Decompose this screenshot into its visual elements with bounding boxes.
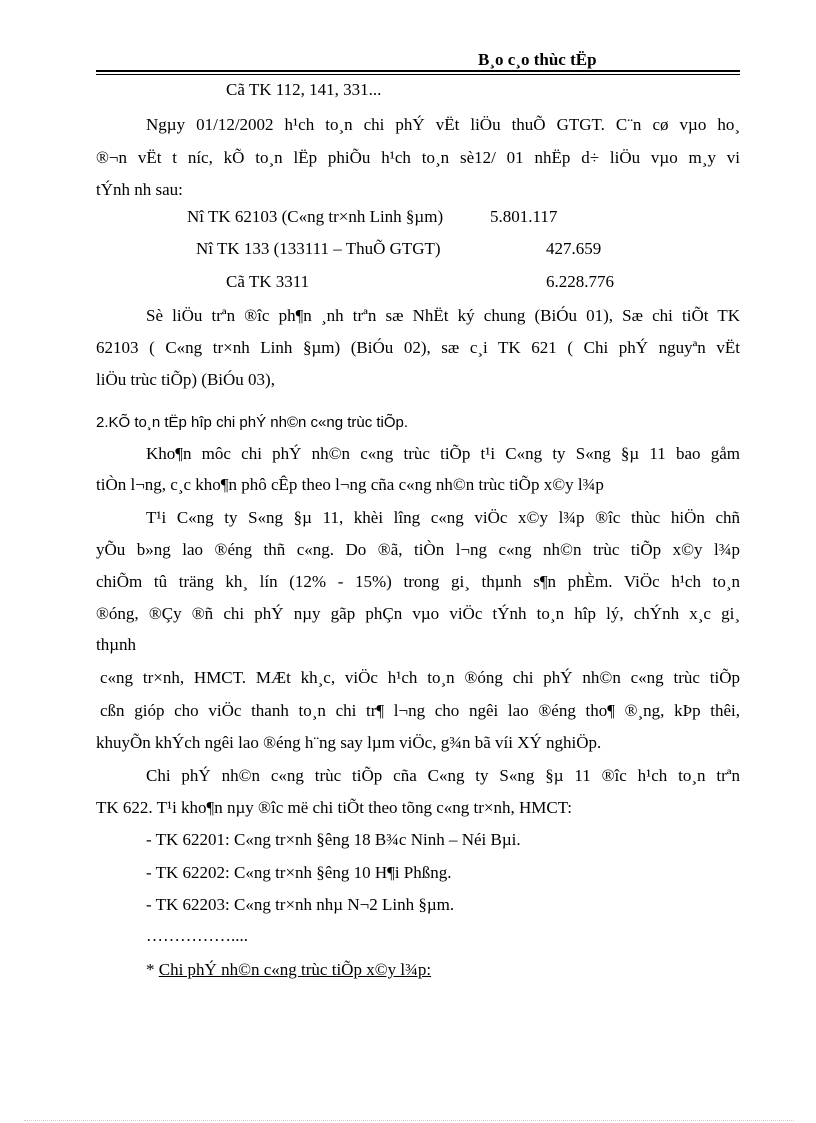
text-line: thµnh	[96, 635, 137, 654]
entry-credit-account: Cã TK 3311	[226, 272, 310, 291]
footer-dotted-rule	[24, 1120, 794, 1121]
text-line: Ngµy 01/12/2002 h¹ch to¸n chi phÝ vËt liÖu thuÕ GTGT. C¨n cø vµo ho¸	[146, 115, 740, 134]
text-line: Sè liÖu trªn ®îc ph¶n ¸nh trªn sæ NhËt ký chung (BiÓu 01), Sæ chi tiÕt TK	[146, 306, 740, 325]
text-line: Cã TK 112, 141, 331...	[226, 80, 382, 99]
subheading-label: Chi phÝ nh©n c«ng trùc tiÕp x©y l¾p:	[158, 960, 432, 979]
bullet-marker: *	[146, 960, 159, 979]
text-line: liÖu trùc tiÕp) (BiÓu 03),	[96, 370, 275, 389]
text-line: 62103 ( C«ng tr×nh Linh §µm) (BiÓu 02), sæ c¸i TK 621 ( Chi phÝ nguyªn vËt	[96, 338, 740, 357]
text-line: cßn gióp cho viÖc thanh to¸n chi tr¶ l¬ng cho ngêi lao ®éng tho¶ ®¸ng, kÞp thêi,	[100, 701, 740, 720]
header-rule-bottom	[96, 74, 740, 75]
text-line: chiÕm tû träng kh¸ lín (12% - 15%) trong gi¸ thµnh s¶n phÈm. ViÖc h¹ch to¸n	[96, 572, 740, 591]
text-line: c«ng tr×nh, HMCT. MÆt kh¸c, viÖc h¹ch to¸n ®óng chi phÝ nh©n c«ng trùc tiÕp	[100, 668, 740, 687]
entry-tax-amount: 427.659	[546, 239, 602, 258]
text-line: Chi phÝ nh©n c«ng trùc tiÕp cña C«ng ty S«ng §µ 11 ®îc h¹ch to¸n trªn	[146, 766, 740, 785]
entry-credit-amount: 6.228.776	[546, 272, 614, 291]
text-line: tiÒn l¬ng, c¸c kho¶n phô cÊp theo l¬ng cña c«ng nh©n trùc tiÕp x©y l¾p	[96, 475, 604, 494]
text-line: khuyÕn khÝch ngêi lao ®éng h¨ng say lµm viÖc, g¾n bã víi XÝ nghiÖp.	[96, 733, 602, 752]
entry-debit-amount: 5.801.117	[490, 207, 558, 226]
entry-tax-account: Nî TK 133 (133111 – ThuÕ GTGT)	[196, 239, 441, 258]
text-line: yÕu b»ng lao ®éng thñ c«ng. Do ®ã, tiÒn l¬ng c«ng nh©n trùc tiÕp x©y l¾p	[96, 540, 740, 559]
header-rule-top	[96, 70, 740, 72]
list-item: - TK 62202: C«ng tr×nh §êng 10 H¶i Phßng.	[146, 863, 452, 882]
text-line: ®óng, ®Çy ®ñ chi phÝ nµy gãp phÇn vµo viÖc tÝnh to¸n hîp lý, chÝnh x¸c gi¸	[96, 604, 740, 623]
ellipsis-line: ……………....	[146, 926, 248, 945]
list-item: - TK 62203: C«ng tr×nh nhµ N¬2 Linh §µm.	[146, 895, 455, 914]
entry-debit-account: Nî TK 62103 (C«ng tr×nh Linh §µm)	[187, 207, 444, 226]
subheading	[146, 960, 431, 980]
text-line: TK 622. T¹i kho¶n nµy ®îc më chi tiÕt theo tõng c«ng tr×nh, HMCT:	[96, 798, 572, 817]
text-line: tÝnh nh sau:	[96, 180, 183, 199]
text-line: T¹i C«ng ty S«ng §µ 11, khèi lîng c«ng viÖc x©y l¾p ®îc thùc hiÖn chñ	[146, 508, 740, 527]
text-line: ®¬n vËt t níc, kÕ to¸n lËp phiÕu h¹ch to¸n sè12/ 01 nhËp d÷ liÖu vµo m¸y vi	[96, 148, 740, 167]
page-header-title: B¸o c¸o thùc tËp	[478, 50, 597, 69]
text-line: Kho¶n môc chi phÝ nh©n c«ng trùc tiÕp t¹i C«ng ty S«ng §µ 11 bao gåm	[146, 444, 740, 463]
section-heading: 2.KÕ to¸n tËp hîp chi phÝ nh©n c«ng trùc tiÕp.	[96, 414, 409, 431]
list-item: - TK 62201: C«ng tr×nh §êng 18 B¾c Ninh – Néi Bµi.	[146, 830, 521, 849]
